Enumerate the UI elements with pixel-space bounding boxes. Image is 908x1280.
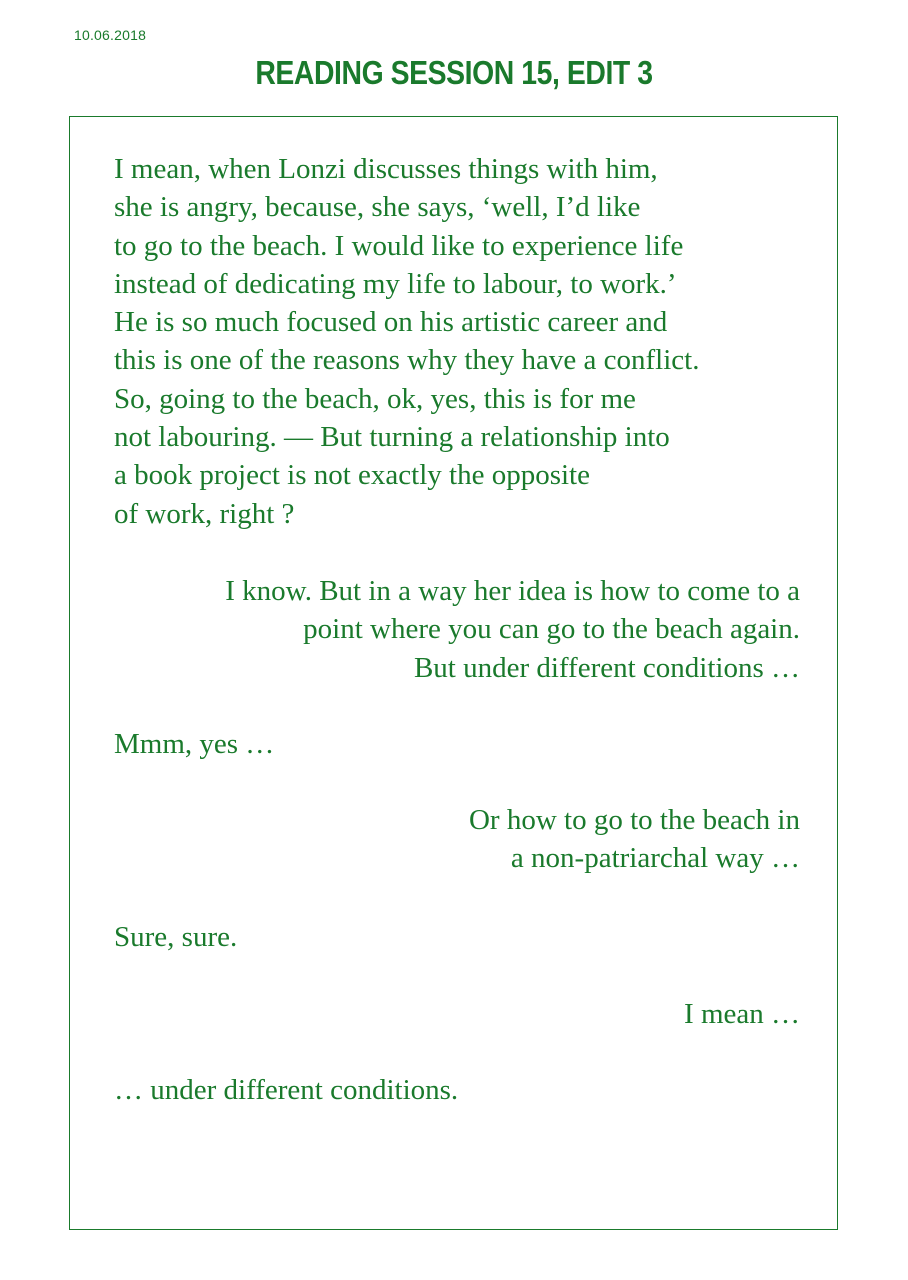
date-label: 10.06.2018 [74, 27, 147, 43]
passage-speaker-a-1 [114, 150, 699, 533]
passage-speaker-a-4 [114, 1071, 458, 1109]
text-line: a non-patriarchal way … [510, 842, 800, 875]
text-line: I know. But in a way her idea is how to come to a [225, 575, 800, 607]
text-line: I mean … [684, 998, 800, 1030]
text-line: instead of dedicating my life to labour, to work.’ [114, 267, 677, 300]
text-line: Sure, sure. [114, 921, 238, 953]
text-line: of work, right ? [114, 497, 295, 530]
text-line: this is one of the reasons why they have a conflict. [114, 344, 700, 377]
passage-speaker-a-2 [114, 725, 274, 763]
passage-speaker-a-3 [114, 918, 237, 956]
text-line: Mmm, yes … [114, 728, 275, 760]
text-line: He is so much focused on his artistic career and [114, 306, 668, 339]
passage-speaker-b-2 [469, 801, 800, 878]
text-line: a book project is not exactly the opposite [114, 459, 590, 492]
text-line: she is angry, because, she says, ‘well, I’d like [114, 191, 641, 224]
passage-speaker-b-1 [225, 572, 800, 687]
text-line: Or how to go to the beach in [468, 804, 800, 836]
text-line: to go to the beach. I would like to experience life [114, 229, 684, 262]
text-line: I mean, when Lonzi discusses things with him, [114, 153, 658, 185]
text-line: So, going to the beach, ok, yes, this is for me [114, 382, 636, 415]
text-line: But under different conditions … [413, 651, 800, 684]
text-line: … under different conditions. [114, 1074, 459, 1106]
page-title: READING SESSION 15, EDIT 3 [255, 54, 653, 91]
text-line: point where you can go to the beach again. [303, 613, 800, 646]
text-line: not labouring. — But turning a relationship into [114, 421, 670, 454]
passage-speaker-b-3 [684, 995, 800, 1033]
